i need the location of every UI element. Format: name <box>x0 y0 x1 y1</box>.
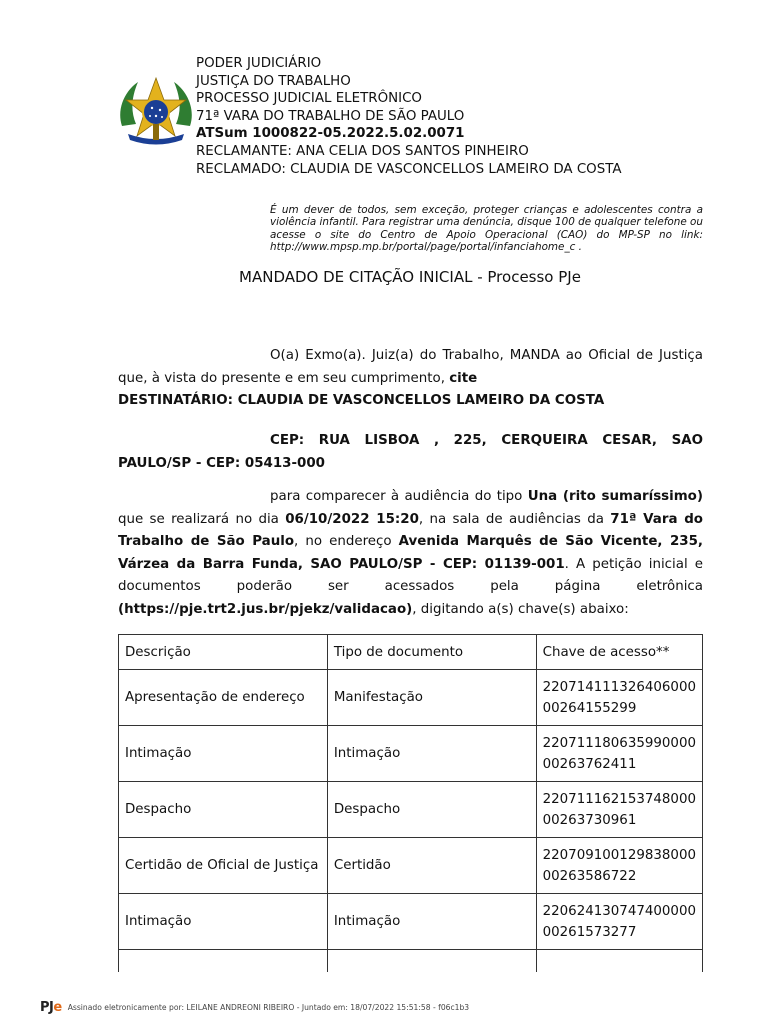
hearing-text: , no endereço <box>294 534 399 549</box>
table-row <box>119 726 703 782</box>
hearing-text: . A petição inicial e documentos poderão ser acessados pela página eletrônica <box>118 556 703 594</box>
document-title-text: MANDADO DE CITAÇÃO INICIAL - Processo PJe <box>239 268 581 286</box>
hearing-address: Avenida Marquês de São Vicente, 235, Várzea da Barra Funda, SAO PAULO/SP - CEP: 01139-001 <box>118 534 703 572</box>
access-key-part: 00264155299 <box>542 700 637 716</box>
column-header: Tipo de documento <box>327 635 536 670</box>
row-doc-type: Despacho <box>327 782 536 838</box>
paragraph-hearing <box>118 486 703 621</box>
access-key-part: 220714111326406000 <box>542 679 696 695</box>
hearing-text: que se realizará no dia <box>118 511 286 527</box>
row-description: Despacho <box>119 782 328 838</box>
mandate-text: O(a) Exmo(a). Juiz(a) do Trabalho, MANDA ao Oficial de Justiça que, à vista do presente e em seu cumprimento, <box>118 348 703 386</box>
court-header <box>196 55 622 178</box>
column-header: Descrição <box>119 635 328 670</box>
address-text: CEP: RUA LISBOA , 225, CERQUEIRA CESAR, SAO PAULO/SP - CEP: 05413-000 <box>118 433 703 471</box>
row-description: Intimação <box>119 894 328 950</box>
column-header: Chave de acesso** <box>536 635 702 670</box>
pje-logo-accent: e <box>53 1000 62 1015</box>
pje-logo <box>40 1000 62 1015</box>
access-key-part: 00263762411 <box>542 756 637 772</box>
access-keys-table <box>118 634 703 972</box>
row-description: Certidão de Oficial de Justiça <box>119 838 328 894</box>
row-access-key <box>536 894 702 950</box>
recipient-address <box>118 429 703 475</box>
table-row <box>119 782 703 838</box>
access-key-part: 00263730961 <box>542 812 637 828</box>
header-line: 71ª VARA DO TRABALHO DE SÃO PAULO <box>196 108 465 124</box>
access-key-part: 00263586722 <box>542 868 637 884</box>
row-access-key <box>536 670 702 726</box>
header-line: PROCESSO JUDICIAL ELETRÔNICO <box>196 91 422 107</box>
hearing-date: 06/10/2022 15:20 <box>285 511 419 527</box>
access-key-part: 00261573277 <box>542 924 637 940</box>
signature-text: Assinado eletronicamente por: LEILANE ANDREONI RIBEIRO - Juntado em: 18/07/2022 15:51:58 - f06c1b3 <box>67 1003 470 1012</box>
empty-cell <box>119 950 328 973</box>
row-doc-type: Intimação <box>327 894 536 950</box>
document-title <box>0 268 768 286</box>
hearing-type: Una (rito sumaríssimo) <box>527 489 704 504</box>
pje-logo-text: PJ <box>40 1000 54 1015</box>
child-protection-notice: É um dever de todos, sem exceção, proteger crianças e adolescentes contra a violência infantil. Para registrar uma denúncia, disque 100 de qualquer telefone ou acesse o site do Centro de Apoio Operacional (CAO) do MP-SP no link: http://www.mpsp.mp.br/portal/page/portal/infanciahome_c . <box>270 204 703 254</box>
hearing-text: , na sala de audiências da <box>418 511 611 527</box>
access-key-part: 220711162153748000 <box>542 791 696 807</box>
row-access-key <box>536 838 702 894</box>
paragraph-mandate <box>118 345 703 413</box>
empty-cell <box>327 950 536 973</box>
hearing-text: , digitando a(s) chave(s) abaixo: <box>412 601 629 617</box>
recipient: DESTINATÁRIO: CLAUDIA DE VASCONCELLOS LAMEIRO DA COSTA <box>118 393 605 408</box>
table-header-row <box>119 635 703 670</box>
access-key-part: 220624130747400000 <box>542 903 696 919</box>
table-row <box>119 894 703 950</box>
access-key-part: 220711180635990000 <box>542 735 696 751</box>
row-doc-type: Intimação <box>327 726 536 782</box>
header-line: JUSTIÇA DO TRABALHO <box>196 73 351 89</box>
hearing-text: para comparecer à audiência do tipo <box>270 489 528 504</box>
table-row <box>119 670 703 726</box>
row-description: Intimação <box>119 726 328 782</box>
signature-footer <box>40 1000 469 1015</box>
table-row-continued <box>119 950 703 973</box>
row-access-key <box>536 726 702 782</box>
brasil-coat-of-arms-icon <box>118 74 194 150</box>
row-doc-type: Manifestação <box>327 670 536 726</box>
empty-cell <box>536 950 702 973</box>
row-doc-type: Certidão <box>327 838 536 894</box>
validation-url[interactable]: (https://pje.trt2.jus.br/pjekz/validacao) <box>118 601 413 617</box>
cite-word: cite <box>449 370 478 386</box>
defendant: RECLAMADO: CLAUDIA DE VASCONCELLOS LAMEIRO DA COSTA <box>196 161 622 177</box>
hearing-court: 71ª Vara do Trabalho de São Paulo <box>118 511 704 549</box>
process-number: ATSum 1000822-05.2022.5.02.0071 <box>196 126 465 142</box>
row-access-key <box>536 782 702 838</box>
claimant: RECLAMANTE: ANA CELIA DOS SANTOS PINHEIRO <box>196 143 529 159</box>
table-row <box>119 838 703 894</box>
header-line: PODER JUDICIÁRIO <box>196 56 322 71</box>
row-description: Apresentação de endereço <box>119 670 328 726</box>
access-key-part: 220709100129838000 <box>542 847 696 863</box>
